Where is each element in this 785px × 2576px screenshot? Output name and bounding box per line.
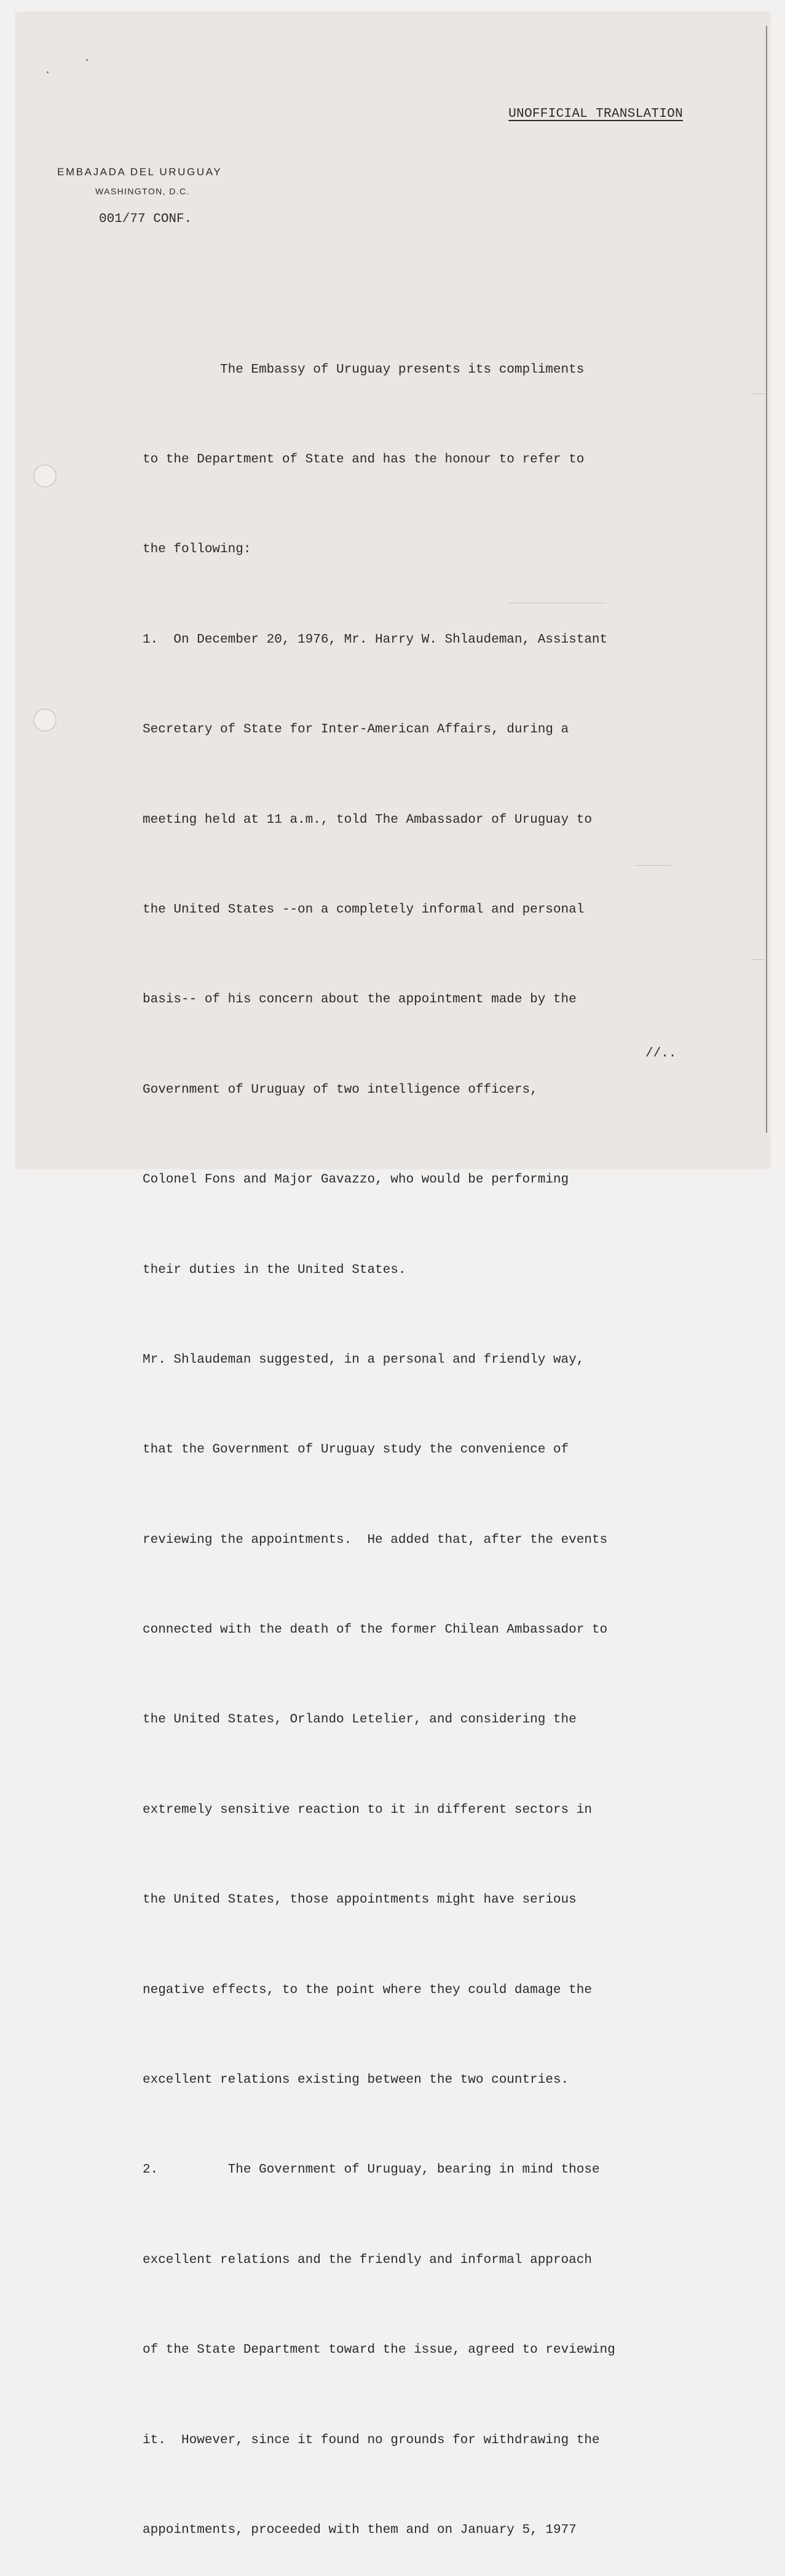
- body-line: Government of Uruguay of two intelligence officers,: [143, 1082, 538, 1097]
- body-line: the United States, Orlando Letelier, and considering the: [143, 1713, 577, 1727]
- body-line: appointments, proceeded with them and on January 5, 1977: [143, 2522, 577, 2537]
- body-line: Colonel Fons and Major Gavazzo, who would be performing: [143, 1173, 569, 1187]
- continuation-mark: //..: [645, 1047, 677, 1061]
- body-line: excellent relations existing between the two countries.: [143, 2073, 569, 2088]
- body-line: their duties in the United States.: [143, 1262, 406, 1277]
- body-line: 1. On December 20, 1976, Mr. Harry W. Shlaudeman, Assistant: [143, 632, 608, 647]
- body-line: meeting held at 11 a.m., told The Ambassador of Uruguay to: [143, 812, 592, 827]
- body-line: The Embassy of Uruguay presents its compliments: [143, 362, 585, 377]
- paper-speck: [47, 71, 49, 73]
- paper-speck: [86, 59, 88, 61]
- body-line: the United States, those appointments might have serious: [143, 1893, 577, 1908]
- page-edge-line: [766, 26, 767, 1133]
- faint-mark: [751, 959, 765, 960]
- body-line: Secretary of State for Inter-American Affairs, during a: [143, 723, 569, 737]
- reference-number: 001/77 CONF.: [99, 212, 192, 226]
- punch-hole: [33, 464, 57, 488]
- body-line: connected with the death of the former Chilean Ambassador to: [143, 1623, 608, 1638]
- body-line: it. However, since it found no grounds for withdrawing the: [143, 2433, 600, 2447]
- body-line: 2. The Government of Uruguay, bearing in mind those: [143, 2163, 600, 2178]
- letter-body: [143, 295, 696, 2576]
- letterhead-city: WASHINGTON, D.C.: [95, 186, 190, 196]
- body-line: the United States --on a completely informal and personal: [143, 902, 585, 917]
- body-line: basis-- of his concern about the appointment made by the: [143, 993, 577, 1007]
- body-line: the following:: [143, 542, 251, 557]
- letterhead-embassy-name: EMBAJADA DEL URUGUAY: [57, 166, 223, 178]
- unofficial-translation-heading: UNOFFICIAL TRANSLATION: [508, 107, 683, 121]
- body-line: negative effects, to the point where they could damage the: [143, 1983, 592, 1997]
- body-line: extremely sensitive reaction to it in different sectors in: [143, 1802, 592, 1817]
- body-line: that the Government of Uruguay study the convenience of: [143, 1443, 569, 1457]
- body-line: reviewing the appointments. He added that, after the events: [143, 1532, 608, 1547]
- body-line: to the Department of State and has the honour to refer to: [143, 452, 585, 467]
- body-line: Mr. Shlaudeman suggested, in a personal and friendly way,: [143, 1352, 585, 1367]
- punch-hole: [33, 708, 57, 732]
- body-line: excellent relations and the friendly and informal approach: [143, 2253, 592, 2267]
- body-line: of the State Department toward the issue, agreed to reviewing: [143, 2343, 615, 2358]
